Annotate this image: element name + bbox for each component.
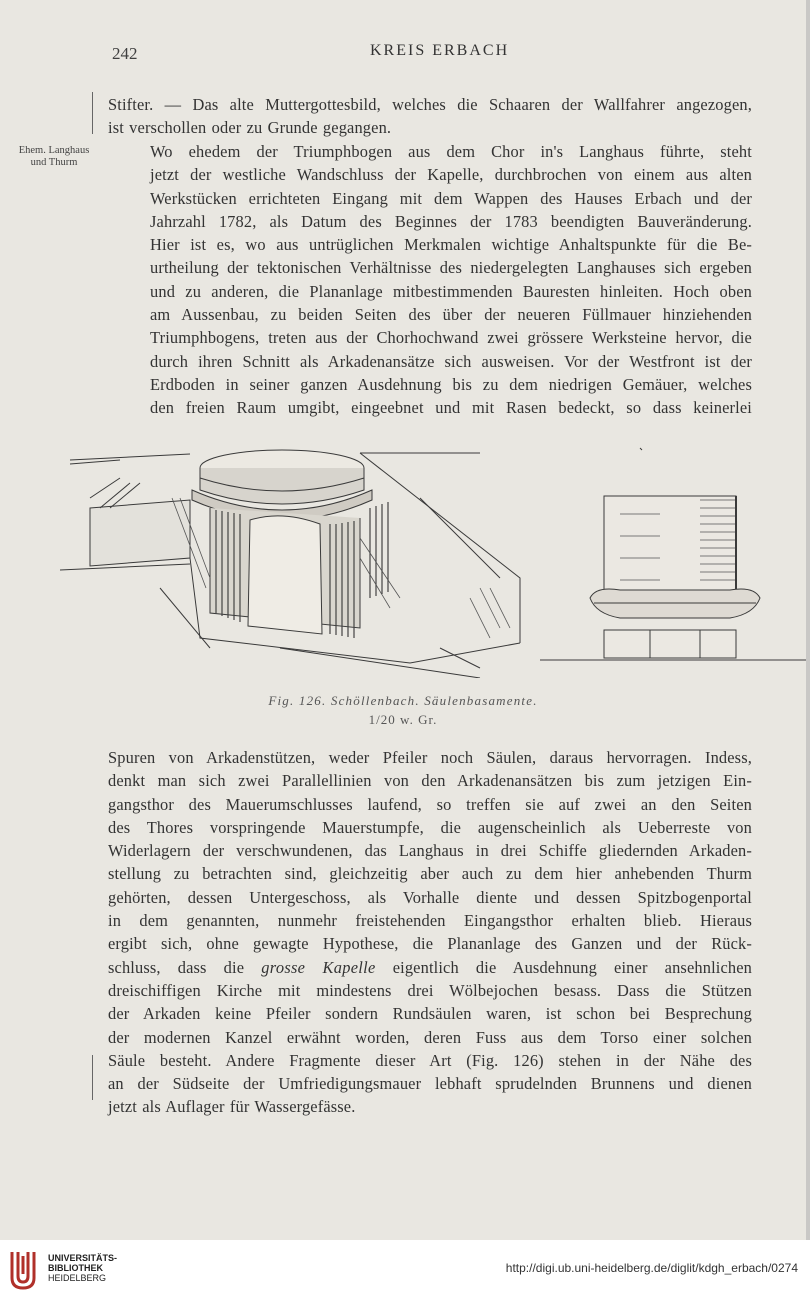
footer-bar — [0, 1240, 810, 1298]
text-line: urtheilung der tektonischen Verhältnisse des niedergelegten Langhauses sich ergeben — [150, 258, 752, 278]
text-line: des Thores vorspringende Mauerstumpfe, die augenscheinlich als Ueberreste von — [108, 817, 752, 837]
library-logo-text[interactable] — [48, 1253, 117, 1283]
logo-line: UNIVERSITÄTS- — [48, 1253, 118, 1263]
logo-line: HEIDELBERG — [48, 1273, 107, 1283]
text-line-emphasis — [108, 956, 752, 979]
column-base-illustration — [60, 438, 806, 678]
ground-line — [70, 454, 190, 460]
text-line: der Arkaden keine Pfeiler sondern Rundsäulen waren, ist schon bei Besprechung — [108, 1004, 752, 1024]
text-line: Erdboden in seiner ganzen Ausdehnung bis zu dem niedrigen Gemäuer, welches — [150, 374, 752, 394]
text-line: Jahrzahl 1782, als Datum des Beginnes der 1783 beendigten Bauveränderung. — [150, 211, 752, 231]
text-line: Spuren von Arkadenstützen, weder Pfeiler noch Säulen, daraus hervorragen. Indess, — [108, 748, 752, 767]
figure-caption: Fig. 126. Schöllenbach. Säulenbasamente. — [268, 693, 538, 708]
text-line: Wo ehedem der Triumphbogen aus dem Chor in's Langhaus führte, steht — [150, 142, 752, 161]
page-number: 242 — [112, 44, 138, 63]
text-line: stellung zu betrachten sind, gleichzeitig aber auch zu dem hier anhebenden Thurm — [108, 864, 752, 884]
elevation-drawing — [540, 448, 806, 660]
text-line: ergibt sich, ohne gewagte Hypothese, die Plananlage des Ganzen und der Rück- — [108, 934, 752, 954]
margin-rule-top — [92, 92, 93, 134]
text-line: Werkstücken errichteten Eingang mit dem Wappen des Hauses Erbach und der — [150, 188, 752, 208]
text-line: in dem genannten, nunmehr freistehenden Eingangsthor erhalten blieb. Hieraus — [108, 911, 752, 931]
text-line: den freien Raum umgibt, eingeebnet und mit Rasen bedeckt, so dass keinerlei — [150, 398, 752, 418]
text-line: Stifter. — Das alte Muttergottesbild, welches die Schaaren der Wallfahrer angezogen, — [108, 95, 752, 114]
text-line: gangsthor des Mauerumschlusses laufend, so treffen sie auf zwei an den Seiten — [108, 794, 752, 814]
text-line: und zu anderen, die Plananlage mitbestimmenden Bauresten hinleiten. Hoch oben — [150, 281, 752, 301]
text-line: an der Südseite der Umfriedigungsmauer lebhaft sprudelnden Brunnens und dienen — [108, 1074, 752, 1094]
text-line: der modernen Kanzel erwähnt worden, deren Fuss aus dem Torso einer solchen — [108, 1027, 752, 1047]
paragraph-1 — [108, 93, 752, 140]
text-line: Widerlagern der verschwundenen, das Langhaus in drei Schiffe gliedernden Arkaden- — [108, 841, 752, 861]
text-line: durch ihren Schnitt als Arkadenansätze sich ausweisen. Vor der Westfront ist der — [150, 351, 752, 371]
line-end: eigentlich die Ausdehnung einer ansehnlichen — [392, 957, 753, 977]
paragraph-3 — [108, 746, 752, 1119]
paragraph-2 — [108, 140, 752, 420]
text-line: gehörten, dessen Untergeschoss, als Vorhalle diente und dessen Spitzbogenportal — [108, 887, 752, 907]
text-line: jetzt als Auflager für Wassergefässe. — [108, 1097, 356, 1117]
text-line: Hier ist es, wo aus untrüglichen Merkmalen wichtige Anhaltspunkte für die Be- — [150, 235, 752, 255]
text-line: ist verschollen oder zu Grunde gegangen. — [108, 118, 392, 138]
emphasized-term: grosse Kapelle — [261, 957, 376, 977]
text-line: am Aussenbau, zu beiden Seiten des über der neueren Füllmauer hinziehenden — [150, 305, 752, 325]
text-line: Triumphbogens, treten aus der Chorhochwand zwei grössere Werksteine hervor, die — [150, 328, 752, 348]
text-line: denkt man sich zwei Parallellinien von den Arkadenansätzen bis zum jetzigen Ein- — [108, 771, 752, 791]
margin-note-line: und Thurm — [30, 157, 78, 168]
text-line: jetzt der westliche Wandschluss der Kapelle, durchbrochen von einem aus alten — [150, 165, 752, 185]
margin-note — [4, 145, 104, 169]
running-title: KREIS ERBACH — [370, 42, 510, 59]
line-start: schluss, dass die — [108, 957, 245, 977]
margin-rule-bottom — [92, 1055, 93, 1100]
logo-line: BIBLIOTHEK — [48, 1263, 103, 1273]
library-logo-icon[interactable] — [8, 1248, 38, 1292]
margin-note-line: Ehem. Langhaus — [18, 145, 90, 156]
text-line: dreischiffigen Kirche mit mindestens drei Wölbejochen besass. Dass die Stützen — [108, 980, 752, 1000]
figure-scale: 1/20 w. Gr. — [368, 712, 438, 727]
source-url-link[interactable]: http://digi.ub.uni-heidelberg.de/diglit/kdgh_erbach/0274 — [505, 1261, 798, 1275]
text-line: Säule besteht. Andere Fragmente dieser Art (Fig. 126) stehen in der Nähe des — [108, 1050, 752, 1070]
